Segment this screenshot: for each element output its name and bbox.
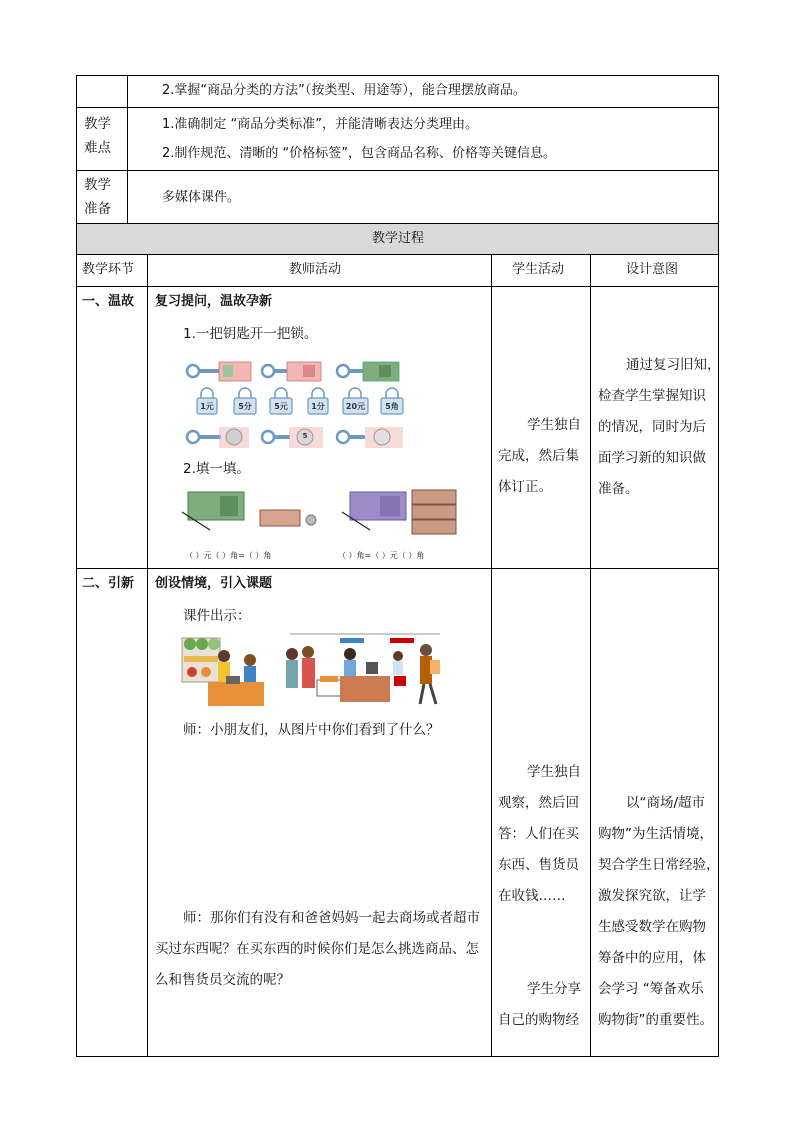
- col-header-stage: 教学环节: [82, 262, 135, 277]
- design-intent-2-line: 激发探究欲，让学: [598, 888, 706, 904]
- student-activity-2-line: 在收钱……: [498, 888, 566, 904]
- teacher-question-2-line: 么和售货员交流的呢？: [155, 972, 290, 988]
- design-intent-1-line: 通过复习旧知，: [626, 357, 721, 373]
- question-2: 2.填一填。: [183, 461, 250, 477]
- student-activity-2b-line: 学生分享: [527, 981, 581, 997]
- design-intent-2-line: 生感受数学在购物: [598, 919, 706, 935]
- lock-label: 1分: [311, 402, 325, 411]
- stage-2-label: 二、引新: [82, 576, 135, 591]
- teacher-question-2-line: 买过东西呢？在买东西的时候你们是怎么挑选商品、怎: [155, 941, 479, 957]
- lock-label: 5元: [274, 402, 288, 411]
- col-divider: [127, 75, 128, 224]
- design-intent-1-line: 面学习新的知识做: [598, 450, 706, 466]
- design-intent-2-line: 以“商场/超市: [626, 795, 706, 811]
- row-divider: [76, 286, 718, 287]
- table-border-bottom: [76, 1056, 718, 1057]
- student-activity-2-line: 东西、售货员: [498, 857, 579, 873]
- money-fill-illustration: [180, 488, 465, 540]
- section-1-heading: 复习提问，温故孕新: [155, 294, 273, 309]
- coin-value: 5: [302, 432, 308, 440]
- table-border-right: [718, 75, 719, 1057]
- student-activity-2-line: 学生独自: [527, 764, 581, 780]
- row-divider: [76, 254, 718, 255]
- preparation-label-1: 教学: [84, 177, 111, 193]
- design-intent-1-line: 的情况，同时为后: [598, 419, 706, 435]
- preparation-text: 多媒体课件。: [162, 190, 241, 205]
- supermarket-illustration: [180, 632, 448, 710]
- design-intent-2-line: 购物街”的重要性。: [598, 1012, 713, 1028]
- student-activity-1-line: 学生独自: [527, 417, 581, 433]
- difficulty-line-2: 2.制作规范、清晰的 “价格标签”，包含商品名称、价格等关键信息。: [162, 146, 557, 161]
- key-coin-3: [337, 427, 403, 448]
- student-activity-2-line: 观察，然后回: [498, 795, 579, 811]
- design-intent-2-line: 会学习 “筹备欢乐: [598, 981, 704, 997]
- preparation-label-2: 准备: [84, 201, 111, 217]
- stage-1-label: 一、温故: [82, 294, 135, 309]
- courseware-label: 课件出示：: [183, 608, 251, 624]
- design-intent-2-line: 契合学生日常经验，: [598, 857, 720, 873]
- col-divider: [491, 254, 492, 1057]
- design-intent-1-line: 准备。: [598, 481, 639, 497]
- row-divider: [76, 107, 718, 108]
- teacher-question-2-line: 师：那你们有没有和爸爸妈妈一起去商场或者超市: [183, 910, 480, 926]
- key-note-1: [187, 362, 251, 381]
- lock-label: 5角: [385, 402, 399, 411]
- lock-label: 1元: [200, 402, 214, 411]
- key-coin-2: [262, 427, 323, 448]
- section-2-heading: 创设情境，引入课题: [155, 576, 273, 591]
- difficulty-label-2: 难点: [84, 140, 111, 156]
- objective-2-text: 2.掌握“商品分类的方法”（按类型、用途等），能合理摆放商品。: [162, 83, 526, 98]
- difficulty-line-1: 1.准确制定 “商品分类标准”，并能清晰表达分类理由。: [162, 117, 479, 132]
- process-header: 教学过程: [371, 231, 424, 246]
- col-divider: [147, 254, 148, 1057]
- student-activity-1-line: 完成，然后集: [498, 448, 579, 464]
- key-note-2: [262, 362, 321, 381]
- key-note-3: [337, 362, 399, 381]
- difficulty-label-1: 教学: [84, 116, 111, 132]
- fill-blank-right: （ ）角=（ ）元（ ）角: [338, 551, 425, 560]
- teacher-question-1: 师：小朋友们，从图片中你们看到了什么？: [183, 722, 440, 738]
- student-activity-2b-line: 自己的购物经: [498, 1012, 579, 1028]
- col-divider: [590, 254, 591, 1057]
- lock-label: 20元: [345, 402, 366, 411]
- table-border-top: [76, 75, 718, 76]
- design-intent-2-line: 购物”为生活情境，: [598, 826, 713, 842]
- question-1: 1.一把钥匙开一把锁。: [183, 326, 318, 342]
- table-border-left: [76, 75, 77, 1057]
- col-header-intent: 设计意图: [626, 262, 679, 277]
- col-header-student: 学生活动: [512, 262, 565, 277]
- col-header-teacher: 教师活动: [289, 262, 342, 277]
- row-divider: [76, 568, 718, 569]
- student-activity-2-line: 答：人们在买: [498, 826, 579, 842]
- design-intent-2-line: 筹备中的应用，体: [598, 950, 706, 966]
- lock-label: 5分: [238, 402, 252, 411]
- key-lock-illustration: [183, 354, 413, 454]
- key-coin-1: [187, 427, 249, 448]
- row-divider: [76, 170, 718, 171]
- design-intent-1-line: 检查学生掌握知识: [598, 388, 706, 404]
- student-activity-1-line: 体订正。: [498, 479, 552, 495]
- fill-blank-left: （ ）元（ ）角=（ ）角: [185, 551, 272, 560]
